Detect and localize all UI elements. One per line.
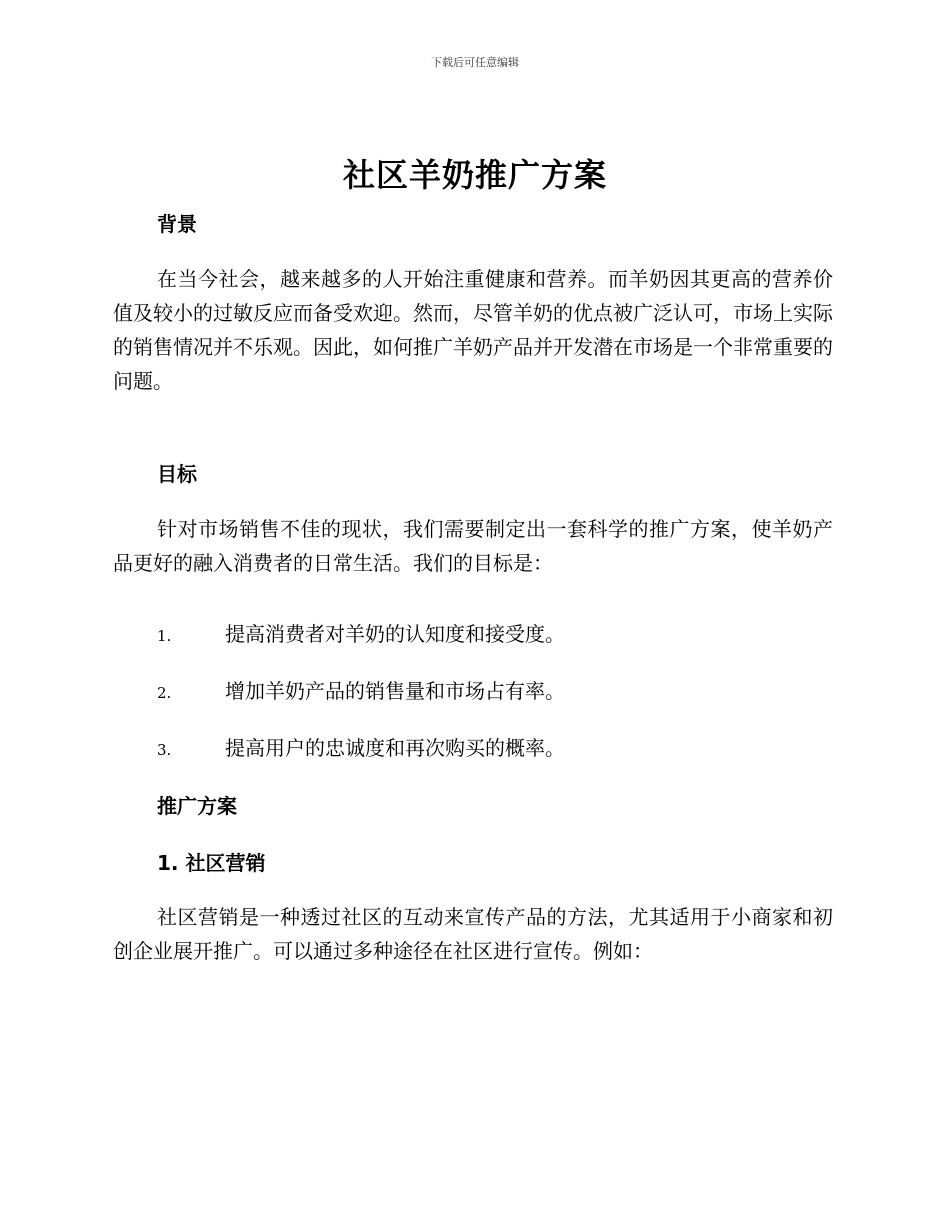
list-number: 3. bbox=[157, 741, 172, 759]
document-title: 社区羊奶推广方案 bbox=[342, 156, 607, 194]
paragraph-background: 在当今社会，越来越多的人开始注重健康和营养。而羊奶因其更高的营养价值及较小的过敏反应而备受欢迎。然而，尽管羊奶的优点被广泛认可，市场上实际的销售情况并不乐观。因此，如何推广羊奶产品并开发潜在市场是一个非常重要的问题。 bbox=[113, 267, 833, 393]
list-text: 增加羊奶产品的销售量和市场占有率。 bbox=[225, 679, 565, 703]
heading-goals: 目标 bbox=[157, 462, 197, 486]
page-header: 下载后可任意编辑 bbox=[431, 56, 519, 69]
heading-background: 背景 bbox=[157, 212, 197, 236]
paragraph-goals: 针对市场销售不佳的现状，我们需要制定出一套科学的推广方案，使羊奶产品更好的融入消费者的日常生活。我们的目标是： bbox=[113, 517, 833, 575]
list-item bbox=[157, 732, 565, 761]
heading-plan: 推广方案 bbox=[157, 794, 237, 818]
list-text: 提高消费者对羊奶的认知度和接受度。 bbox=[225, 622, 565, 646]
paragraph-community-marketing: 社区营销是一种透过社区的互动来宣传产品的方法，尤其适用于小商家和初创企业展开推广。可以通过多种途径在社区进行宣传。例如： bbox=[113, 905, 833, 963]
list-text: 提高用户的忠诚度和再次购买的概率。 bbox=[225, 736, 565, 760]
list-number: 2. bbox=[157, 684, 172, 702]
list-number: 1. bbox=[157, 627, 172, 645]
subheading-community-marketing: 1. 社区营销 bbox=[157, 851, 266, 875]
list-item bbox=[157, 618, 565, 647]
list-item bbox=[157, 675, 565, 704]
